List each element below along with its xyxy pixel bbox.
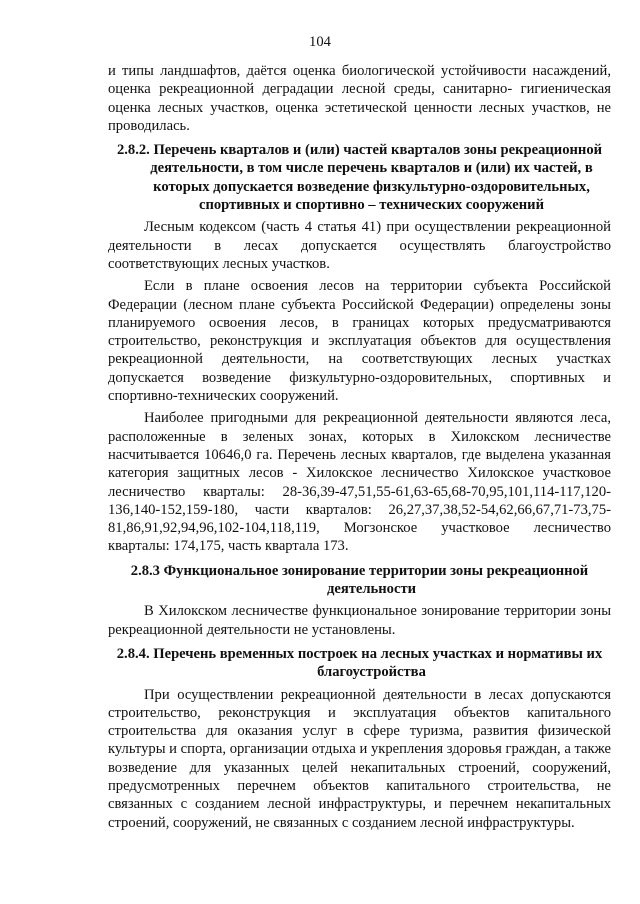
page-number: 104 xyxy=(309,34,331,50)
paragraph-landscape-assessment: и типы ландшафтов, даётся оценка биологической устойчивости насаждений, оценка рекреационной деградации лесной среды, санитарно- гигиеническая оценка лесных участков, оценка эстетической ценности лесных участков, не проводилась. xyxy=(108,63,611,134)
section-heading-2-8-2: 2.8.2. Перечень кварталов и (или) частей кварталов зоны рекреационной деятельности, в том числе перечень кварталов и (или) их частей, в которых допускается возведение физкультурно-оздоровительных, спортивных и спортивно – технических сооружений xyxy=(116,142,603,214)
section-heading-2-8-4: 2.8.4. Перечень временных построек на лесных участках и нормативы их благоустройства xyxy=(116,645,603,681)
paragraph-temporary-buildings: При осуществлении рекреационной деятельности в лесах допускаются строительство, реконструкция и эксплуатация объектов капитального строительства для оказания услуг в сфере туризма, развития физической культуры и спорта, организации отдыха и укрепления здоровья граждан, а также возведение для указанных целей некапитальных строений, сооружений, предусмотренных перечнем объектов капитального строительства, не связанных с созданием лесной инфраструктуры, и перечнем некапитальных строений, сооружений, не связанных с созданием лесной инфраструктуры. xyxy=(108,686,611,831)
paragraph-green-zones: Наиболее пригодными для рекреационной деятельности являются леса, расположенные в зеленых зонах, которых в Хилокском лесничестве насчитывается 10646,0 га. Перечень лесных кварталов, где выделена указанная категория защитных лесов - Хилокское лесничество Хилокское участковое лесничество кварталы: 28-36,39-47,51,55-61,63-65,68-70,95,101,114-117,120-136,140-152,159-180, части кварталов: 26,27,37,38,52-54,62,66,67,71-73,75-81,86,91,92,94,96,102-104,118,119, Могзонское участковое лесничество кварталы: 174,175, часть квартала 173. xyxy=(108,410,611,555)
paragraph-functional-zoning: В Хилокском лесничестве функциональное зонирование территории зоны рекреационной деятельности не установлены. xyxy=(108,603,611,638)
section-heading-2-8-3: 2.8.3 Функциональное зонирование территории зоны рекреационной деятельности xyxy=(130,562,589,598)
document-body xyxy=(108,62,611,832)
paragraph-forest-code: Лесным кодексом (часть 4 статья 41) при осуществлении рекреационной деятельности в лесах допускается осуществлять благоустройство соответствующих лесных участков. xyxy=(108,219,611,272)
paragraph-forest-plan: Если в плане освоения лесов на территории субъекта Российской Федерации (лесном плане субъекта Российской Федерации) определены зоны планируемого освоения лесов, в границах которых предусматриваются строительство, реконструкция и эксплуатация объектов для осуществления рекреационной деятельности, на соответствующих лесных участках допускается возведение физкультурно-оздоровительных, спортивных и спортивно-технических сооружений. xyxy=(108,278,611,405)
